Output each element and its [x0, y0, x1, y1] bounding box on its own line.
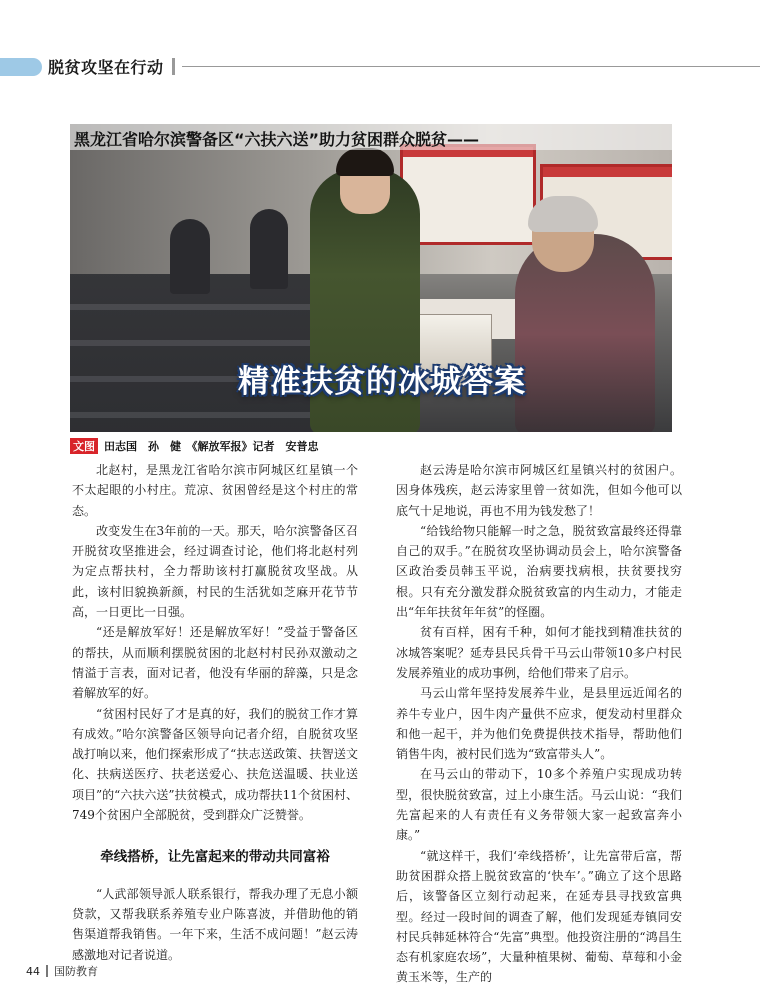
- section-tab-decoration: [0, 58, 42, 76]
- magazine-name: 国防教育: [54, 965, 98, 978]
- article-paragraph: 贫有百样，困有千种，如何才能找到精准扶贫的冰城答案呢？延寿县民兵骨干马云山带领10多户村民发展养殖业的成功事例，给他们带来了启示。: [396, 625, 682, 680]
- photo-elder-hair: [528, 196, 598, 232]
- byline-badge: 文图: [70, 438, 98, 454]
- section-title: 脱贫攻坚在行动: [48, 58, 164, 77]
- article-paragraph: 改变发生在3年前的一天。那天，哈尔滨警备区召开脱贫攻坚推进会，经过调查讨论，他们将北赵村列为定点帮扶村，全力帮助该村打赢脱贫攻坚战。从此，该村旧貌换新颜，村民的生活犹如芝麻开花节节高，一日更比一日强。: [72, 523, 358, 620]
- article-paragraph: 在马云山的带动下，10多个养殖户实现成功转型，很快脱贫致富，过上小康生活。马云山说：“我们先富起来的人有责任有义务带领大家一起致富奔小康。”: [396, 767, 682, 843]
- article-paragraph: 赵云涛是哈尔滨市阿城区红星镇兴村的贫困户。因身体残疾，赵云涛家里曾一贫如洗，但如今他可以底气十足地说，再也不用为钱发愁了！: [396, 463, 682, 518]
- photo-bulletin-board: [400, 144, 536, 245]
- footer-separator: [46, 965, 48, 977]
- byline: [70, 438, 319, 454]
- article-paragraph: 马云山常年坚持发展养牛业，是县里远近闻名的养牛专业户，因牛肉产量供不应求，便发动村里群众和他一起干，并为他们免费提供技术指导，帮助他们销售牛肉，被村民们选为“致富带头人”。: [396, 686, 682, 762]
- article-column-left: [72, 460, 358, 965]
- article-paragraph: “还是解放军好！还是解放军好！”受益于警备区的帮扶，从而顺利摆脱贫困的北赵村村民孙双激动之情溢于言表，面对记者，他没有华丽的辞藻，只是念着解放军的好。: [72, 625, 358, 701]
- byline-authors: 田志国 孙 健 《解放军报》记者 安普忠: [104, 440, 319, 453]
- article-paragraph: “给钱给物只能解一时之急，脱贫致富最终还得靠自己的双手。”在脱贫攻坚协调动员会上，哈尔滨警备区政治委员韩玉平说，治病要找病根，扶贫要找穷根。只有充分激发群众脱贫致富的内生动力，才能走出“年年扶贫年年贫”的怪圈。: [396, 523, 682, 620]
- article-paragraph: “贫困村民好了才是真的好，我们的脱贫工作才算有成效。”哈尔滨警备区领导向记者介绍，自脱贫攻坚战打响以来，他们探索形成了“扶志送政策、扶智送文化、扶病送医疗、扶老送爱心、扶危送温暖、扶业送项目”的“六扶六送”扶贫模式，成功帮扶11个贫困村、749个贫困户全部脱贫，受到群众广泛赞誉。: [72, 706, 358, 823]
- section-rule: [182, 66, 760, 67]
- photo-bystander: [170, 219, 210, 294]
- photo-bystander: [250, 209, 288, 289]
- article-subtitle: 黑龙江省哈尔滨警备区“六扶六送”助力贫困群众脱贫——: [74, 130, 480, 149]
- article-heading: 牵线搭桥，让先富起来的带动共同富裕: [100, 849, 330, 866]
- article-column-right: [396, 460, 682, 988]
- photo-elder: [515, 234, 655, 432]
- article-paragraph: 北赵村，是黑龙江省哈尔滨市阿城区红星镇一个不太起眼的小村庄。荒凉、贫困曾经是这个村庄的常态。: [72, 463, 358, 518]
- article-title: 精准扶贫的冰城答案: [238, 364, 526, 400]
- article-photo: [70, 124, 672, 432]
- article-paragraph: “人武部领导派人联系银行，帮我办理了无息小额贷款，又帮我联系养殖专业户陈喜波，并借助他的销售渠道帮我销售。一年下来，生活不成问题！”赵云涛感激地对记者说道。: [72, 886, 358, 962]
- article-paragraph: “就这样干，我们‘牵线搭桥’，让先富带后富，帮助贫困群众搭上脱贫致富的‘快车’。”确立了这个思路后，该警备区立刻行动起来，在延寿县寻找致富典型。经过一段时间的调查了解，他们发现延寿镇同安村民兵韩延林符合“先富”典型。他投资注册的“鸿昌生态有机家庭农场”，大量种植果树、葡萄、草莓和小金黄玉米等，生产的: [396, 848, 682, 985]
- page-footer: [26, 963, 98, 979]
- page-number: 44: [26, 964, 40, 978]
- photo-soldier-hair: [336, 148, 394, 176]
- section-divider-bar: [172, 58, 175, 75]
